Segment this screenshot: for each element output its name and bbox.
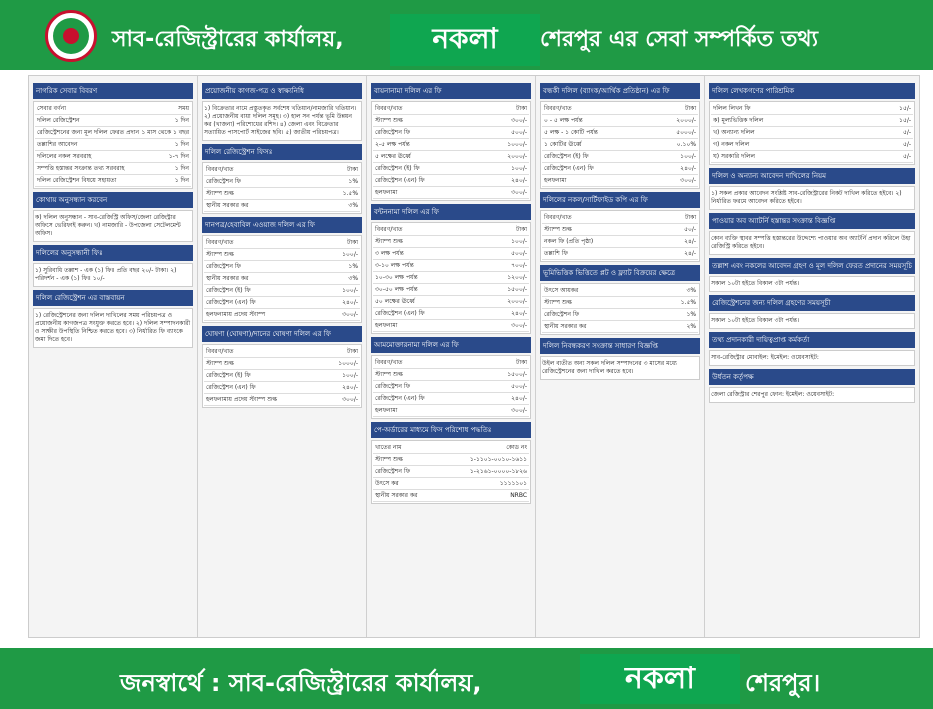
fee-amount: ১০০/- (511, 238, 528, 245)
fee-item: সম্পত্তি হস্তান্তর সংক্রান্ত তথ্য সরবরাহ (37, 165, 125, 172)
fee-item: খ) অন্যান্য দলিল (713, 129, 755, 136)
fee-row (373, 115, 529, 127)
fee-item: সেবার বর্ণনা (37, 105, 66, 112)
fee-amount: ২০০০/- (507, 153, 528, 160)
section-heading: দলিল ও অন্যান্য আবেদন দাখিলের নিয়ম (709, 168, 915, 184)
fee-row (542, 309, 698, 321)
fee-item: রেজিস্ট্রেশন (এন) ফি (375, 177, 425, 184)
fee-item: উৎসে আয়কর (544, 287, 579, 294)
fee-amount: টাকা (516, 226, 528, 233)
fee-item: ঘ) সরকারি দলিল (713, 153, 755, 160)
section-heading: আমমোক্তারনামা দলিল এর ফি (371, 337, 531, 353)
fee-item: বিবরণ/খাত (375, 105, 403, 112)
fee-amount: ১০০/- (342, 287, 359, 294)
fee-row (204, 346, 360, 358)
fee-amount: ৩০০/- (342, 311, 359, 318)
fee-item: স্থানীয় সরকার কর (206, 275, 249, 282)
fee-item: ৫ লক্ষের ঊর্ধ্বে (375, 153, 411, 160)
fee-amount: ৩০০/- (680, 177, 697, 184)
fee-item: রেজিস্ট্রেশন (ই) ফি (206, 372, 251, 379)
fee-row (204, 273, 360, 285)
fee-row (373, 236, 529, 248)
fee-amount: ৩% (686, 287, 697, 294)
fee-item: খাতের নাম (375, 444, 402, 451)
fee-row (373, 308, 529, 320)
section-body (371, 355, 531, 419)
fee-item: বিবরণ/খাত (375, 226, 403, 233)
fee-row (204, 309, 360, 321)
section-heading: পাওয়ার অব অ্যাটর্নি হস্তান্তর সংক্রান্ত বিজ্ঞপ্তি (709, 213, 915, 229)
fee-amount: ১০০০/- (338, 360, 359, 367)
fee-row (373, 284, 529, 296)
fee-amount: ৩০০/- (511, 322, 528, 329)
fee-item: দলিলের নকল সরবরাহ (37, 153, 92, 160)
fee-amount: ৫/- (902, 129, 912, 136)
fee-item: ৩০-৫০ লক্ষ পর্যন্ত (375, 286, 418, 293)
fee-row (373, 103, 529, 115)
fee-item: বিবরণ/খাত (206, 348, 234, 355)
fee-row (373, 151, 529, 163)
fee-item: রেজিস্ট্রেশন ফি (544, 311, 579, 318)
fee-amount: ২৪০/- (511, 310, 528, 317)
section-heading: বন্টননামা দলিল এর ফি (371, 204, 531, 220)
fee-amount: ১০০/- (342, 251, 359, 258)
fee-amount: ৩০০/- (511, 117, 528, 124)
fee-amount: ১.৫% (342, 190, 359, 197)
fee-row (204, 370, 360, 382)
fee-row (542, 103, 698, 115)
fee-item: রেজিস্ট্রেশন (ই) ফি (544, 153, 589, 160)
fee-row (373, 175, 529, 187)
fee-row (373, 272, 529, 284)
section-text: জেলা রেজিস্ট্রার শেরপুর ফোন: ইমেইল: ওয়েবসাইট: (711, 391, 835, 398)
fee-row (373, 320, 529, 332)
section-heading: প্রয়োজনীয় কাগজ-পত্র ও স্বাক্ষ্যনিধি (202, 83, 362, 99)
header-location-overlay: নকলা (390, 14, 540, 66)
fee-row (542, 248, 698, 260)
fee-row (35, 163, 191, 175)
fee-row (373, 405, 529, 417)
fee-row (204, 237, 360, 249)
section-heading: ভূমিভিত্তিক ভিত্তিতে প্লট ও ফ্ল্যাট বিক্রয়ের ক্ষেত্রে (540, 265, 700, 281)
fee-item: ৫ লক্ষ - ১ কোটি পর্যন্ত (544, 129, 598, 136)
section-heading: তল্লাশ এবং নকলের আবেদন গ্রহণ ও মূল দলিল ফেরত প্রদানের সময়সূচি (709, 258, 915, 274)
fee-amount: ১৫০০/- (507, 371, 528, 378)
fee-item: স্ট্যাম্প শুল্ক (375, 238, 403, 245)
fee-item: স্থানীয় সরকার কর (375, 492, 418, 499)
fee-amount: ১০০০/- (507, 141, 528, 148)
fee-row (711, 115, 913, 127)
fee-item: উৎসে কর (375, 480, 399, 487)
fee-row (542, 224, 698, 236)
section-body (540, 283, 700, 335)
fee-row (204, 188, 360, 200)
fee-item: ২-৫ লক্ষ পর্যন্ত (375, 141, 410, 148)
fee-item: স্থানীয় সরকার কর (544, 323, 587, 330)
section-body (709, 313, 915, 329)
fee-amount: ১-৭ দিন (168, 153, 190, 160)
section-heading: রেজিস্ট্রেশনের জন্য দলিল গ্রহণের সময়সূচী (709, 295, 915, 311)
fee-row (204, 285, 360, 297)
fee-amount: ১ দিন (174, 117, 190, 124)
fee-row (204, 176, 360, 188)
section-heading: বায়নানামা দলিল এর ফি (371, 83, 531, 99)
fee-row (204, 394, 360, 406)
fee-item: রেজিস্ট্রেশন ফি (206, 178, 241, 185)
fee-row (204, 382, 360, 394)
section-body (202, 162, 362, 214)
fee-row (204, 297, 360, 309)
section-body (709, 231, 915, 255)
fee-row (373, 248, 529, 260)
fee-item: দলিল রেজিস্ট্রেশন (37, 117, 80, 124)
fee-item: রেজিস্ট্রেশন (এন) ফি (206, 384, 256, 391)
fee-item: নকল ফি (প্রতি পৃষ্ঠা) (544, 238, 594, 245)
section-body (202, 101, 362, 141)
fee-amount: টাকা (516, 359, 528, 366)
fee-item: ৫০ লক্ষের ঊর্ধ্বে (375, 298, 415, 305)
fee-row (373, 478, 529, 490)
fee-amount: ৩০০/- (511, 189, 528, 196)
fee-row (204, 261, 360, 273)
fee-row (542, 236, 698, 248)
section-text: ১) সকল প্রকার আবেদন সংশ্লিষ্ট সাব-রেজিস্ট্রারের নিকট দাখিল করিতে হইবে। ২) নির্ধারিত ফরমে আবেদন করিতে হইবে। (711, 190, 902, 205)
fee-amount: ৫/- (902, 141, 912, 148)
fee-row (373, 187, 529, 199)
fee-amount: ১০০/- (342, 372, 359, 379)
fee-item: রেজিস্ট্রেশন ফি (375, 129, 410, 136)
fee-item: হলফনামায় প্রদেয় স্ট্যাম্প (206, 311, 266, 318)
fee-amount: ২৪/- (684, 238, 697, 245)
section-body (202, 344, 362, 408)
fee-row (373, 224, 529, 236)
fee-amount: ৩% (348, 202, 359, 209)
section-body (202, 235, 362, 323)
fee-amount: ১ দিন (174, 177, 190, 184)
fee-amount: টাকা (685, 214, 697, 221)
section-body (709, 350, 915, 366)
section-body (33, 308, 193, 348)
fee-item: ৩-১০ লক্ষ পর্যন্ত (375, 262, 414, 269)
fee-item: হলফনামায় প্রদেয় স্ট্যাম্প শুল্ক (206, 396, 278, 403)
fee-item: ০ - ৫ লক্ষ পর্যন্ত (544, 117, 583, 124)
header-title-left: সাব-রেজিস্ট্রারের কার্যালয়, (112, 27, 344, 52)
section-text: সকাল ১০টা হইতে বিকাল ৩টা পর্যন্ত। (711, 317, 800, 324)
fee-amount: টাকা (347, 166, 359, 173)
fee-amount: ১% (348, 178, 359, 185)
fee-row (373, 490, 529, 502)
fee-amount: ২৪০/- (511, 177, 528, 184)
fee-item: হলফনামা (375, 407, 398, 414)
fee-amount: ৫/- (902, 153, 912, 160)
fee-amount: টাকা (685, 105, 697, 112)
poster-column (198, 76, 367, 637)
fee-row (542, 115, 698, 127)
fee-item: স্ট্যাম্প শুল্ক (206, 360, 234, 367)
section-heading: দলিলের নকল/সার্টিফাইড কপি এর ফি (540, 192, 700, 208)
poster-column (29, 76, 198, 637)
section-text: ক) দলিল অনুসন্ধান - সাব-রেজিস্ট্রি অফিস/জেলা রেজিস্ট্রার অফিসে ভেরিফাই করুন। খ) নামজারি - উপজেলা সেটেলমেন্ট অফিস। (35, 214, 181, 237)
fee-amount: ১ দিন (174, 165, 190, 172)
fee-item: স্ট্যাম্প শুল্ক (375, 456, 403, 463)
fee-item: স্ট্যাম্প শুল্ক (206, 190, 234, 197)
section-heading: বন্ধকী দলিল (ব্যাংক/আর্থিক প্রতিষ্ঠান) এর ফি (540, 83, 700, 99)
fee-row (204, 164, 360, 176)
fee-item: ১ কোটির ঊর্ধ্বে (544, 141, 582, 148)
section-text: ১) রেজিস্ট্রেশনের জন্য দলিল দাখিলের সময় পরিচয়পত্র ও প্রয়োজনীয় কাগজপত্র সংযুক্ত করতে হবে। ২) দলিল সম্পাদনকারী ও সাক্ষীর উপস্থিতি নিশ্চিত করতে হবে। ৩) নির্ধারিত ফি ব্যাংকে জমা দিতে হবে। (35, 312, 191, 343)
fee-amount: টাকা (347, 239, 359, 246)
fee-row (542, 297, 698, 309)
fee-row (373, 357, 529, 369)
fee-item: রেজিস্ট্রেশন (এন) ফি (375, 395, 425, 402)
header-title-right: শেরপুর এর সেবা সম্পর্কিত তথ্য (540, 27, 818, 52)
poster-column (705, 76, 919, 637)
fee-row (35, 127, 191, 139)
fee-amount: ৩০০/- (342, 396, 359, 403)
fee-item: বিবরণ/খাত (544, 214, 572, 221)
fee-amount: ২০০০/- (676, 117, 697, 124)
fee-item: রেজিস্ট্রেশন ফি (375, 468, 410, 475)
fee-row (542, 151, 698, 163)
fee-amount: ৫০০/- (511, 129, 528, 136)
fee-amount: ২০০০/- (507, 298, 528, 305)
fee-row (373, 454, 529, 466)
fee-row (373, 139, 529, 151)
footer-banner (0, 648, 933, 709)
fee-item: হলফনামা (375, 322, 398, 329)
fee-amount: ১-১১০১-০০১০-১৬১১ (469, 456, 528, 463)
fee-item: বিবরণ/খাত (544, 105, 572, 112)
fee-item: বিবরণ/খাত (375, 359, 403, 366)
fee-amount: NRBC (510, 492, 528, 499)
fee-item: ক) মূল্যভিত্তিক দলিল (713, 117, 764, 124)
section-body (371, 222, 531, 334)
fee-item: রেজিস্ট্রেশন (ই) ফি (206, 287, 251, 294)
fee-item: স্ট্যাম্প শুল্ক (544, 299, 572, 306)
fee-row (204, 358, 360, 370)
fee-amount: ১০০/- (680, 153, 697, 160)
fee-amount: ১২০০/- (507, 274, 528, 281)
fee-row (542, 321, 698, 333)
fee-amount: ৭০০/- (511, 262, 528, 269)
section-heading: দলিল নিবন্ধকরণ সংক্রান্ত সাধারণ বিজ্ঞপ্তি (540, 338, 700, 354)
fee-row (373, 296, 529, 308)
section-heading: উর্ধতন কর্তৃপক্ষ (709, 369, 915, 385)
fee-amount: টাকা (516, 105, 528, 112)
fee-item: তল্লাশির আবেদন (37, 141, 78, 148)
fee-item: রেজিস্ট্রেশন (এন) ফি (206, 299, 256, 306)
fee-item: রেজিস্ট্রেশন ফি (206, 263, 241, 270)
section-heading: দানপত্র/হেবাবিল এওয়াজ দলিল এর ফি (202, 217, 362, 233)
section-heading: তথ্য প্রদানকারী দায়িত্বপ্রাপ্ত কর্মকর্তা (709, 332, 915, 348)
section-body (709, 186, 915, 210)
section-text: ১) বিক্রেতার নামে প্রস্তুতকৃত সর্বশেষ খতিয়ান/নামজারি খতিয়ান। ২) প্রয়োজনীয় বায়া দলিল সমূহ। ৩) হাল সন পর্যন্ত ভূমি উন্নয়ন কর (খাজনা) পরিশোধের রশিদ। ৪) জেলা এবং বিক্রেতার সত্যায়িত পাসপোর্ট সাইজের ছবি। ৫) জাতীয় পরিচয়পত্র। (204, 105, 357, 136)
fee-row (35, 151, 191, 163)
fee-item: বিবরণ/খাত (206, 239, 234, 246)
fee-row (542, 212, 698, 224)
fee-item: হলফনামা (375, 189, 398, 196)
fee-amount: ১৫/- (899, 105, 912, 112)
fee-amount: টাকা (347, 348, 359, 355)
poster-column (536, 76, 705, 637)
fee-item: ১০-৩০ লক্ষ পর্যন্ত (375, 274, 418, 281)
fee-row (373, 442, 529, 454)
section-body (371, 101, 531, 201)
fee-item: দলিল রেজিস্ট্রেশন বিষয়ে সহায়তা (37, 177, 117, 184)
section-body (540, 101, 700, 189)
fee-row (542, 285, 698, 297)
fee-item: রেজিস্ট্রেশনের জন্য মূল দলিল ফেরত প্রদান (37, 129, 140, 136)
fee-amount: ২৪০/- (342, 384, 359, 391)
fee-amount: ৩০০/- (511, 407, 528, 414)
section-heading: দলিল রেজিস্ট্রেশন ফিসঃ (202, 144, 362, 160)
section-body (709, 101, 915, 165)
section-heading: পে-অর্ডারের মাধ্যমে ফিস পরিশোধ পদ্ধতিঃ (371, 422, 531, 438)
fee-amount: সময় (178, 105, 190, 112)
fee-item: দলিল লিখন ফি (713, 105, 751, 112)
footer-location-overlay: নকলা (580, 654, 740, 704)
fee-item: ৩ লক্ষ পর্যন্ত (375, 250, 404, 257)
service-info-poster (28, 75, 920, 638)
fee-item: স্ট্যাম্প শুল্ক (206, 251, 234, 258)
fee-amount: ৫০/- (684, 226, 697, 233)
fee-row (711, 127, 913, 139)
fee-amount: ৩% (348, 275, 359, 282)
fee-amount: ০.১০% (676, 141, 697, 148)
section-heading: নাগরিক সেবার বিবরণ (33, 83, 193, 99)
footer-text-left: জনস্বার্থে : সাব-রেজিস্ট্রারের কার্যালয়, (120, 669, 482, 697)
fee-amount: ২৪০/- (511, 395, 528, 402)
fee-item: স্ট্যাম্প শুল্ক (375, 371, 403, 378)
fee-row (711, 103, 913, 115)
fee-row (373, 127, 529, 139)
section-body (33, 210, 193, 242)
government-seal-logo (45, 10, 97, 62)
section-heading: ঘোষণা (ঘোষণা)/দানের ঘোষণা দলিল এর ফি (202, 326, 362, 342)
section-body (33, 263, 193, 287)
fee-item: রেজিস্ট্রেশন (এন) ফি (544, 165, 594, 172)
fee-row (711, 151, 913, 163)
fee-amount: কোড নং (506, 444, 528, 451)
fee-amount: ২% (686, 323, 697, 330)
fee-amount: ১ মাস থেকে ১ বছর (141, 129, 190, 136)
fee-item: হলফনামা (544, 177, 567, 184)
fee-row (204, 249, 360, 261)
section-body (709, 387, 915, 403)
fee-amount: ১০০/- (511, 165, 528, 172)
fee-amount: ২৪০/- (680, 165, 697, 172)
fee-row (373, 466, 529, 478)
section-text: ১) সুরিবাধি তল্লাশ - এক (১) ফিঃ প্রতি বছর ২০/- টাকা। ২) পরিদর্শন - এক (১) ফিঃ ১০/- (35, 267, 177, 282)
fee-item: স্থানীয় সরকার কর (206, 202, 249, 209)
fee-row (373, 163, 529, 175)
fee-amount: ১ দিন (174, 141, 190, 148)
fee-row (35, 139, 191, 151)
section-heading: দলিল রেজিস্ট্রেশন এর বাস্তবায়ন (33, 290, 193, 306)
fee-row (35, 115, 191, 127)
fee-item: রেজিস্ট্রেশন (এন) ফি (375, 310, 425, 317)
fee-amount: ২৪/- (684, 250, 697, 257)
section-text: সকাল ১০টা হইতে বিকাল ৩টা পর্যন্ত। (711, 280, 800, 287)
fee-item: গ) নকল দলিল (713, 141, 750, 148)
fee-item: স্ট্যাম্প শুল্ক (375, 117, 403, 124)
fee-amount: ২৪০/- (342, 299, 359, 306)
fee-row (542, 127, 698, 139)
section-heading: কোথায় অনুসন্ধান করবেন (33, 192, 193, 208)
header-banner (0, 0, 933, 70)
fee-amount: ১-২১৬১-০০০০-১৮২৬ (469, 468, 528, 475)
section-body (540, 210, 700, 262)
section-body (540, 356, 700, 380)
fee-row (542, 139, 698, 151)
fee-item: রেজিস্ট্রেশন ফি (375, 383, 410, 390)
fee-row (542, 163, 698, 175)
fee-amount: ১৫/- (899, 117, 912, 124)
fee-amount: ৫০০/- (511, 250, 528, 257)
fee-row (373, 260, 529, 272)
section-text: কোন ব্যক্তি স্থাবর সম্পত্তি হস্তান্তরের উদ্দেশ্যে পাওয়ার অব অ্যাটর্নি প্রদান করিলে উহা রেজিস্ট্রি করিতে হইবে। (711, 235, 911, 250)
section-text: সাব-রেজিস্ট্রার মোবাইল: ইমেইল: ওয়েবসাইট: (711, 354, 819, 361)
fee-item: স্ট্যাম্প শুল্ক (544, 226, 572, 233)
fee-amount: ৫০০/- (511, 383, 528, 390)
fee-item: বিবরণ/খাত (206, 166, 234, 173)
section-body (33, 101, 193, 189)
fee-row (204, 200, 360, 212)
fee-row (373, 393, 529, 405)
fee-amount: ১১১১১০১ (499, 480, 528, 487)
fee-row (373, 381, 529, 393)
fee-amount: ১.৫% (680, 299, 697, 306)
fee-amount: ১% (686, 311, 697, 318)
fee-amount: ১৫০০/- (507, 286, 528, 293)
fee-row (542, 175, 698, 187)
section-heading: দলিলের অনুসন্ধানী ফিঃ (33, 245, 193, 261)
fee-amount: ৫০০০/- (676, 129, 697, 136)
fee-item: রেজিস্ট্রেশন (ই) ফি (375, 165, 420, 172)
fee-row (35, 175, 191, 187)
section-body (709, 276, 915, 292)
fee-amount: ১% (348, 263, 359, 270)
fee-item: তল্লাশি ফি (544, 250, 568, 257)
section-heading: দলিল লেখকগণের পারিশ্রমিক (709, 83, 915, 99)
fee-row (711, 139, 913, 151)
fee-row (373, 369, 529, 381)
fee-row (35, 103, 191, 115)
footer-text-right: শেরপুর। (745, 669, 821, 697)
poster-column (367, 76, 536, 637)
section-text: উইল ব্যতীত অন্য সকল দলিল সম্পাদনের ৩ মাসের মধ্যে রেজিস্ট্রেশনের জন্য দাখিল করতে হবে। (542, 360, 677, 375)
section-body (371, 440, 531, 504)
